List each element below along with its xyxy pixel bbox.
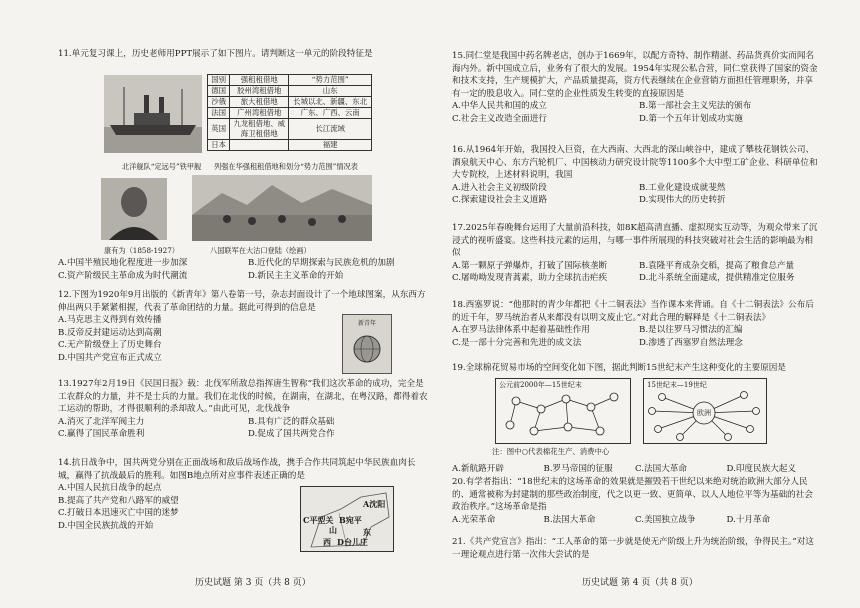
- option-b[interactable]: B.具有广泛的群众基础: [248, 416, 335, 427]
- table-row: [208, 97, 372, 108]
- option-d[interactable]: D.中国共产党宣布正式成立: [58, 352, 162, 363]
- table-cell: 英国: [208, 119, 230, 140]
- q15-block: [452, 50, 818, 126]
- q14-stem: 14.抗日战争中，国共两党分别在正面战场和敌后战场作战，携手合作共同筑起中华民族血肉长城，赢得了抗战最后的胜利。如图B地点所对应事件表述正确的是: [58, 458, 416, 481]
- map-label: A沈阳: [363, 499, 386, 509]
- table-cell: 九龙租借地、威海卫租借地: [230, 119, 289, 140]
- q16-stem: 16.从1964年开始，我国投入巨资，在大西南、大西北的深山峡谷中，建成了攀枝花钢铁公司、酒泉航天中心、东方汽轮机厂、中国核动力研究设计院等1100多个大中型工矿企业、科研单位和大专院校，上述材料说明，我国: [452, 145, 818, 181]
- option-d[interactable]: D.十月革命: [726, 514, 771, 525]
- option-a[interactable]: A.中华人民共和国的成立: [452, 101, 547, 112]
- q18-options: [452, 324, 818, 349]
- q21-stem: 21.《共产党宣言》指出：“工人革命的第一步就是使无产阶级上升为统治阶级，争得民主。”对这一理论观点进行第一次伟大尝试的是: [452, 537, 814, 560]
- option-d[interactable]: D.促成了国共两党合作: [248, 429, 335, 440]
- q13-stem: 13.1927年2月19日《民国日报》载：北伐军所敌总指挥唐生智称“我们这次革命的成功，完全是工农群众的力量，并不是士兵的力量。我们在北伐的时候，在湖南，在湖北，在粤汉路，都得着农工运动的帮助，才得很顺利的杀却敌人。”由此可见，北伐战争: [58, 379, 428, 415]
- portrait-image: [101, 178, 167, 240]
- q19-stem: 19.全球棉花贸易市场的空间变化如下图，据此判断15世纪末产生这种变化的主要原因是: [452, 363, 786, 373]
- option-d[interactable]: D.印度民族大起义: [726, 463, 796, 474]
- option-d[interactable]: D.渗透了西塞罗自然法理念: [639, 337, 743, 348]
- portrait-caption: 康有为（1858-1927）: [104, 246, 179, 255]
- table-cell: 胶州湾租借地: [230, 86, 289, 97]
- table-caption: 列强在华强租租借地和划分“势力范围”情况表: [214, 162, 358, 171]
- option-c[interactable]: C.美国独立战争: [635, 514, 696, 525]
- table-cell: 福建: [289, 140, 372, 151]
- option-d[interactable]: D.中国全民族抗战的开始: [58, 520, 154, 531]
- option-b[interactable]: B.罗马帝国的征服: [543, 463, 613, 474]
- diagram-center-label: 欧洲: [697, 409, 711, 417]
- option-c[interactable]: C.打破日本迅速灭亡中国的迷梦: [58, 508, 179, 519]
- option-b[interactable]: B.反帝反封建运动达到高潮: [58, 327, 162, 338]
- q12-stem: 12.下图为1920年9月出版的《新青年》第八卷第一号，杂志封面设计了一个地球图案，从东西方伸出两只手紧紧相握，代表了革命团结的力量。据此可得到的信息是: [58, 290, 426, 313]
- table-cell: 山东: [289, 86, 372, 97]
- battle-caption: 八国联军在大沽口登陆（绘画）: [210, 246, 311, 255]
- q17-options: [452, 260, 818, 285]
- option-a[interactable]: A.消灭了北洋军阀主力: [58, 416, 145, 427]
- table-cell: 沙俄: [208, 97, 230, 108]
- map-label: 西: [323, 537, 331, 547]
- option-a[interactable]: A.进入社会主义初级阶段: [452, 182, 547, 193]
- table-header: 强租租借地: [230, 75, 289, 86]
- q15-stem: 15.同仁堂是我国中药名牌老店，创办于1669年，以配方奇特、制作精湛、药品货真价实而闻名海内外。新中国成立后，业务有了很大的发展。1954年实现公私合营，同仁堂获得了国家的资金和技术支持，生产规模扩大，产品质量提高，资方代表继续在企业营销方面担任管理职务，并享有一定的股息收入。同仁堂的企业性质发生转变的直接原因是: [452, 51, 818, 99]
- option-c[interactable]: C.探索建设社会主义道路: [452, 195, 547, 206]
- option-c[interactable]: C.无产阶级登上了历史舞台: [58, 340, 162, 351]
- table-cell: 德国: [208, 86, 230, 97]
- q16-options: [452, 182, 818, 207]
- war-map: [300, 486, 394, 552]
- q13-options: [58, 416, 430, 441]
- diagram-left-title: 公元前2000年—15世纪末: [499, 381, 582, 389]
- network-icon: [496, 379, 630, 443]
- q20-options: [452, 514, 818, 527]
- portrait-icon: [101, 178, 167, 240]
- q13-block: [58, 378, 430, 441]
- q12-options: [58, 314, 328, 364]
- q21-block: [452, 536, 818, 561]
- map-label: C平型关: [303, 515, 334, 525]
- table-cell: 旅大租借地: [230, 97, 289, 108]
- option-b[interactable]: B.是以往罗马习惯法的汇编: [639, 325, 743, 336]
- q18-block: [452, 299, 818, 349]
- table-cell: 广州湾租借地: [230, 108, 289, 119]
- map-label: 山: [329, 525, 337, 535]
- magazine-title: 新青年: [357, 320, 376, 327]
- left-footer: 历史试题 第 3 页（共 8 页）: [195, 578, 311, 588]
- option-b[interactable]: B.提高了共产党和八路军的威望: [58, 495, 179, 506]
- map-label: B宛平: [339, 515, 362, 525]
- map-label: D台儿庄: [337, 537, 368, 547]
- table-cell: 广东、广西、云南: [289, 108, 372, 119]
- option-b[interactable]: B.第一部社会主义宪法的颁布: [639, 101, 752, 112]
- cotton-diagram-right: [643, 378, 767, 444]
- q19-rest: [452, 446, 818, 475]
- table-row: [208, 140, 372, 151]
- table-cell: 长江流域: [289, 119, 372, 140]
- table-row: [208, 86, 372, 97]
- ship-caption: 北洋舰队“定远号”铁甲舰: [122, 162, 202, 171]
- option-c[interactable]: C.赢得了国民革命胜利: [58, 429, 145, 440]
- option-a[interactable]: A.中国人民抗日战争的起点: [58, 483, 162, 494]
- option-b[interactable]: B.近代化的早期探索与民族危机的加剧: [248, 258, 395, 268]
- option-b[interactable]: B.工业化建设成就斐然: [639, 182, 726, 193]
- option-b[interactable]: B.袁隆平育成杂交稻，提高了粮食总产量: [639, 260, 795, 271]
- table-cell: 长城以北、新疆、东北: [289, 97, 372, 108]
- q16-block: [452, 144, 818, 207]
- option-d[interactable]: D.北斗系统全面建成，提供精准定位服务: [639, 273, 795, 284]
- table-header: 国别: [208, 75, 230, 86]
- option-a[interactable]: A.光荣革命: [452, 514, 496, 525]
- option-c[interactable]: C.资产阶级民主革命成为时代潮流: [58, 270, 188, 281]
- right-footer: 历史试题 第 4 页（共 8 页）: [582, 578, 698, 588]
- q19-block: [452, 362, 818, 375]
- table-row: [208, 119, 372, 140]
- option-d[interactable]: D.第一个五年计划成功实施: [639, 113, 743, 124]
- option-c[interactable]: C.社会主义改造全面进行: [452, 113, 547, 124]
- option-c[interactable]: C.屠呦呦发现青蒿素，助力全球抗击疟疾: [452, 273, 608, 284]
- ship-icon: [104, 75, 202, 153]
- option-c[interactable]: C.法国大革命: [635, 463, 687, 474]
- battle-image: [192, 175, 372, 241]
- cotton-diagram-left: [495, 378, 631, 444]
- q11-options: [58, 257, 430, 282]
- option-d[interactable]: D.实现伟大的历史转折: [639, 195, 726, 206]
- q17-stem: 17.2025年春晚舞台运用了大量前沿科技，如8K超高清直播、虚拟现实互动等，为观众带来了沉浸式的视听盛宴。这些科技元素的运用，与哪一事件所展现的科技突破对社会生活的影响最为相似: [452, 223, 818, 259]
- table-cell: [230, 140, 289, 151]
- q11-options-wrap: [58, 257, 430, 282]
- q20-stem: 20.有学者指出：“18世纪末的这场革命的效果就是摧毁若干世纪以来绝对统治欧洲大部分人民的、通常被称为封建制的那些政治制度，代之以更一致、更简单、以人人地位平等为基础的社会政治秩序。”这场革命是指: [452, 477, 813, 513]
- option-a[interactable]: A.中国半殖民地化程度进一步加深: [58, 258, 188, 268]
- option-c[interactable]: C.是一部十分完善和先进的成文法: [452, 337, 582, 348]
- option-a[interactable]: A.马克思主义得到有效传播: [58, 315, 162, 326]
- q11-stem: 11.单元复习课上，历史老师用PPT展示了如下图片。请判断这一单元的阶段特征是: [58, 49, 373, 59]
- q18-stem: 18.西塞罗说：“他那时的青少年都把《十二铜表法》当作课本来背诵。自《十二铜表法》公布后的近千年，罗马统治者从来都没有以明文废止它。”对此合理的解释是《十二铜表法》: [452, 300, 814, 323]
- ship-image: [104, 75, 202, 153]
- table-row: [208, 108, 372, 119]
- option-a[interactable]: A.第一颗原子弹爆炸，打破了国际核垄断: [452, 260, 608, 271]
- map-label: 东: [363, 527, 371, 537]
- q19-options: [452, 463, 818, 476]
- q15-options: [452, 100, 818, 125]
- concession-table: [207, 74, 372, 151]
- table-cell: 日本: [208, 140, 230, 151]
- q19-note: 注：图中○代表棉花生产、消费中心: [492, 447, 610, 456]
- table-cell: 法国: [208, 108, 230, 119]
- diagram-right-title: 15世纪末—19世纪: [647, 381, 707, 389]
- option-d[interactable]: D.新民主主义革命的开始: [248, 270, 344, 281]
- globe-icon: [343, 327, 391, 371]
- q20-block: [452, 476, 818, 526]
- table-header-row: [208, 75, 372, 86]
- left-page: [58, 48, 430, 61]
- option-b[interactable]: B.法国大革命: [543, 514, 596, 525]
- table-header: “势力范围”: [289, 75, 372, 86]
- q17-block: [452, 222, 818, 285]
- magazine-cover: [342, 314, 392, 374]
- battle-icon: [192, 175, 372, 241]
- option-a[interactable]: A.新航路开辟: [452, 463, 504, 474]
- option-a[interactable]: A.在罗马法律体系中起着基础性作用: [452, 325, 590, 336]
